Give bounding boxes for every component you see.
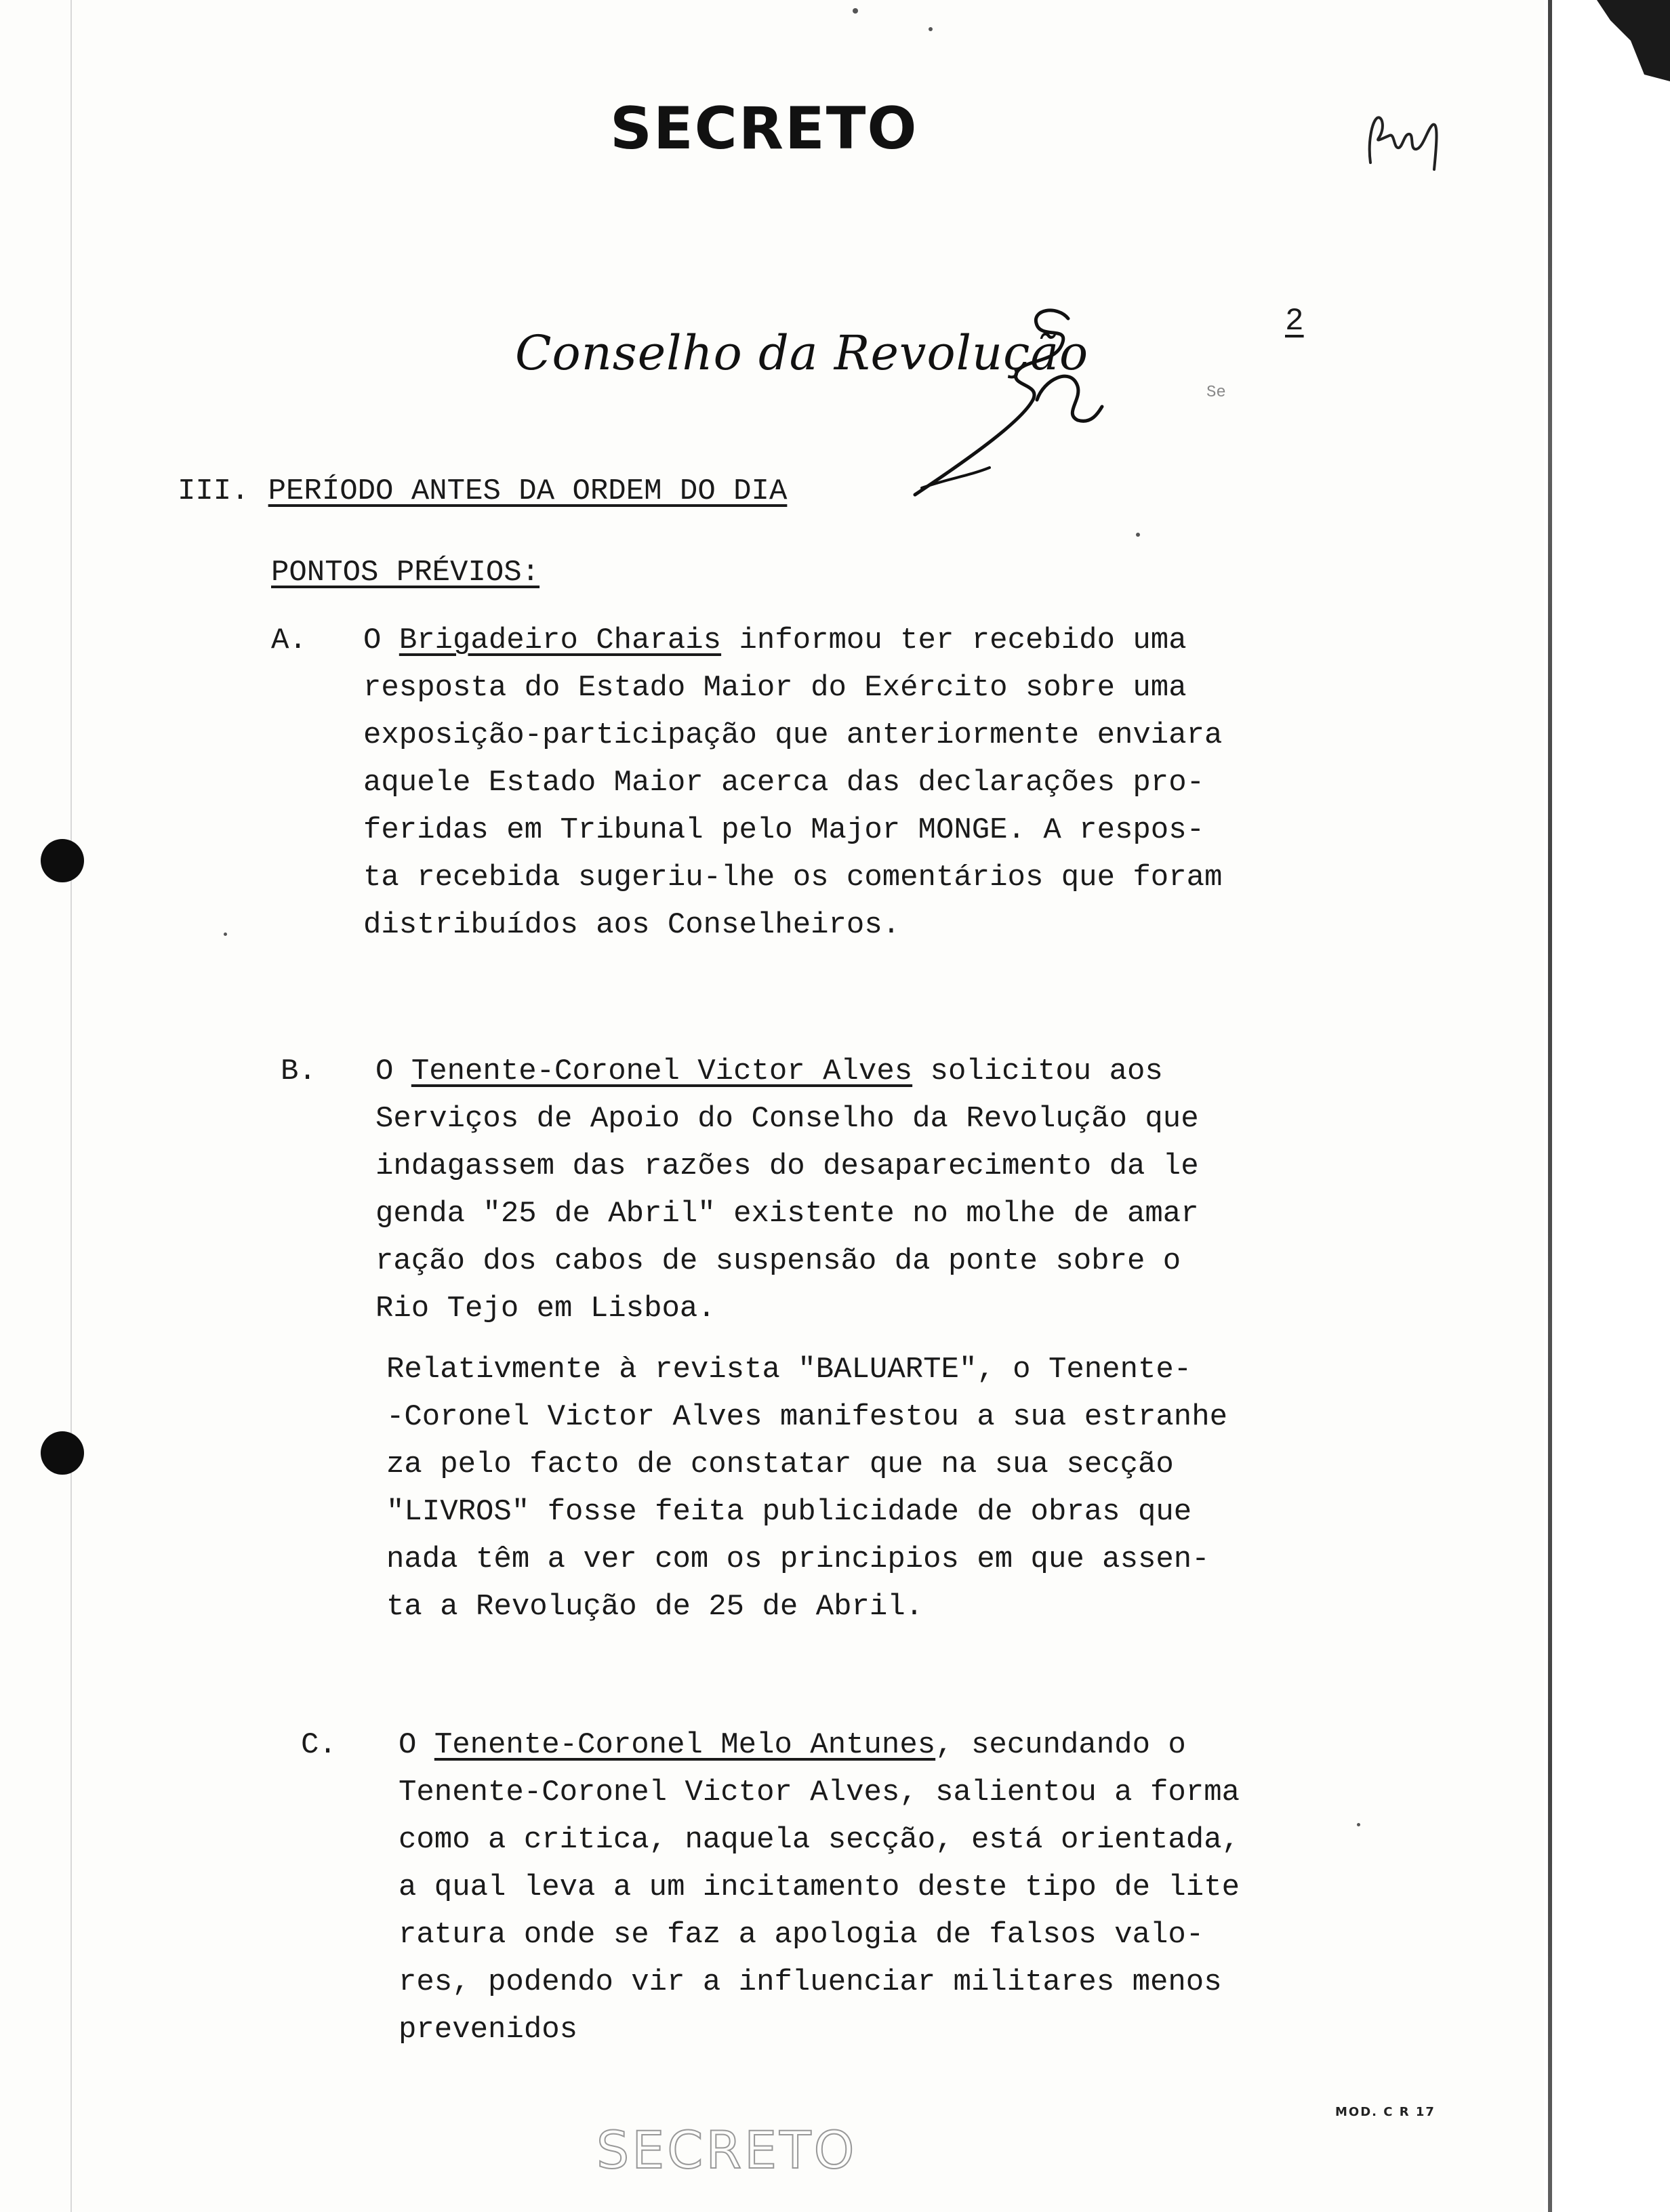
item-marker: A. — [271, 623, 307, 657]
item-body — [399, 1721, 1240, 2053]
item-line: Tenente-Coronel Victor Alves, salientou a forma — [399, 1776, 1240, 1809]
item-line: genda "25 de Abril" existente no molhe de amar — [375, 1197, 1199, 1231]
page-number: 2 — [1285, 304, 1304, 339]
speaker-name: Brigadeiro Charais — [399, 623, 722, 657]
item-line: a qual leva a um incitamento deste tipo de lite — [399, 1870, 1240, 1904]
item-line: ta recebida sugeriu-lhe os comentários que foram — [363, 861, 1223, 895]
item-line: "LIVROS" fosse feita publicidade de obras que — [386, 1495, 1192, 1529]
item-line: indagassem das razões do desaparecimento da le — [375, 1149, 1199, 1183]
item-line: O Tenente-Coronel Melo Antunes, secundando o — [399, 1728, 1186, 1762]
signature-scribble — [908, 298, 1139, 501]
item-line: -Coronel Victor Alves manifestou a sua estranhe — [386, 1400, 1228, 1434]
item-line: Rio Tejo em Lisboa. — [375, 1292, 716, 1326]
scan-speck — [224, 933, 227, 936]
scan-speck — [929, 27, 933, 31]
item-body — [375, 1048, 1199, 1332]
item-line: ração dos cabos de suspensão da ponte sobre o — [375, 1244, 1181, 1278]
item-line: feridas em Tribunal pelo Major MONGE. A respos- — [363, 813, 1205, 847]
form-code: MOD. C R 17 — [1335, 2105, 1435, 2119]
subheading: PONTOS PRÉVIOS: — [271, 556, 540, 590]
item-line: za pelo facto de constatar que na sua secção — [386, 1448, 1174, 1481]
item-line: res, podendo vir a influenciar militares menos — [399, 1965, 1222, 1999]
list-item-b-continuation — [386, 1346, 1227, 1631]
item-line: prevenidos — [399, 2013, 578, 2047]
item-line: Serviços de Apoio do Conselho da Revolução que — [375, 1102, 1199, 1136]
torn-corner-mark — [1590, 0, 1670, 81]
item-line: O Tenente-Coronel Victor Alves solicitou aos — [375, 1054, 1163, 1088]
item-line: distribuídos aos Conselheiros. — [363, 908, 901, 942]
item-marker: C. — [301, 1728, 337, 1762]
item-body — [363, 617, 1222, 949]
section-heading — [178, 474, 787, 508]
right-paper-edge — [1544, 0, 1670, 2212]
item-line: ratura onde se faz a apologia de falsos valo- — [399, 1918, 1204, 1952]
council-letterhead: Conselho da Revolução — [515, 325, 1089, 381]
stamp-fragment: Se — [1206, 384, 1226, 402]
scan-speck — [1357, 1823, 1360, 1826]
handwritten-annotation — [1362, 108, 1450, 176]
scan-speck — [853, 8, 858, 14]
item-line: O Brigadeiro Charais informou ter recebido uma — [363, 623, 1187, 657]
classification-footer: SECRETO — [596, 2120, 857, 2180]
section-number: III. — [178, 474, 249, 508]
item-marker: B. — [281, 1054, 317, 1088]
item-line: aquele Estado Maior acerca das declarações pro- — [363, 766, 1205, 800]
item-line: nada têm a ver com os principios em que assen- — [386, 1542, 1210, 1576]
speaker-name: Tenente-Coronel Melo Antunes — [434, 1728, 936, 1762]
left-page-fold — [70, 0, 72, 2212]
speaker-name: Tenente-Coronel Victor Alves — [411, 1054, 913, 1088]
item-line: como a critica, naquela secção, está orientada, — [399, 1823, 1240, 1857]
punch-hole-lower — [41, 1431, 84, 1475]
item-line: exposição-participação que anteriormente enviara — [363, 718, 1223, 752]
item-line: ta a Revolução de 25 de Abril. — [386, 1590, 924, 1624]
right-edge-shadow — [1548, 0, 1552, 2212]
scan-speck — [1136, 533, 1140, 537]
item-line: resposta do Estado Maior do Exército sobre uma — [363, 671, 1187, 705]
classification-header: SECRETO — [610, 95, 918, 163]
punch-hole-upper — [41, 839, 84, 882]
item-line: Relativmente à revista "BALUARTE", o Tenente- — [386, 1353, 1192, 1387]
section-title: PERÍODO ANTES DA ORDEM DO DIA — [268, 474, 788, 508]
